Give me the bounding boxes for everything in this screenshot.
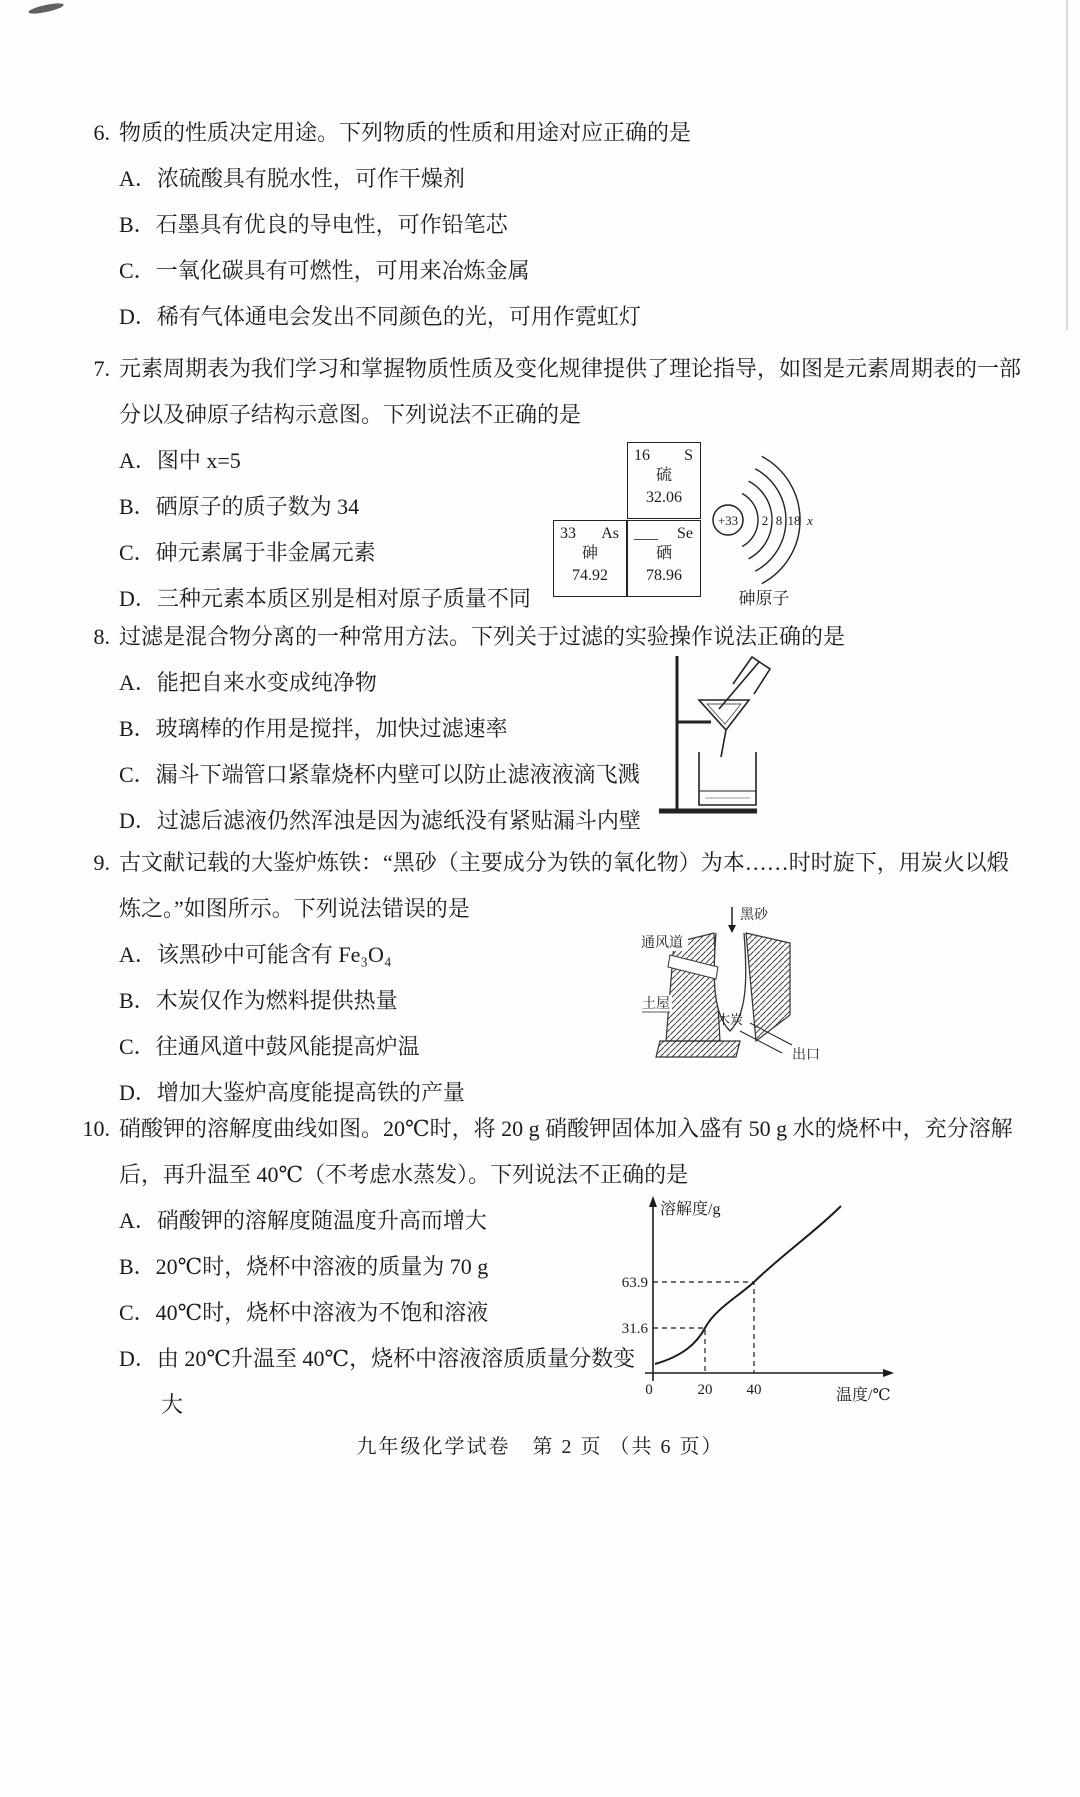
option-c: C．40℃时，烧杯中溶液为不饱和溶液 xyxy=(119,1300,489,1325)
question-9 xyxy=(70,840,1028,1116)
element-name: 硫 xyxy=(655,467,672,484)
scan-artifact xyxy=(28,1,65,15)
electron-shells xyxy=(742,456,813,583)
element-symbol: As xyxy=(601,525,619,542)
x-axis-label: 温度/℃ xyxy=(836,1387,891,1404)
funnel xyxy=(699,700,749,757)
option-b: B．石墨具有优良的导电性，可作铅笔芯 xyxy=(119,212,508,237)
option-d: D．稀有气体通电会发出不同颜色的光，可用作霓虹灯 xyxy=(119,304,641,329)
glass-rod xyxy=(719,662,759,709)
atomic-mass: 74.92 xyxy=(572,567,608,584)
outlet-label: 出口 xyxy=(792,1048,820,1063)
svg-text:+33: +33 xyxy=(717,513,739,528)
element-symbol: Se xyxy=(677,525,693,542)
option-d: D．过滤后滤液仍然浑浊是因为滤纸没有紧贴漏斗内壁 xyxy=(119,808,641,833)
y-tick-31-6: 31.6 xyxy=(621,1321,648,1337)
x-tick-40: 40 xyxy=(746,1382,762,1398)
atomic-mass: 32.06 xyxy=(646,489,682,506)
atomic-mass: 78.96 xyxy=(646,567,682,584)
feed-label: 黑砂 xyxy=(740,908,768,923)
element-name: 硒 xyxy=(655,545,672,562)
option-d: D．三种元素本质区别是相对原子质量不同 xyxy=(119,586,531,611)
option-b: B．硒原子的质子数为 34 xyxy=(119,494,360,519)
filtration-apparatus-figure xyxy=(655,650,777,820)
pouring-beaker xyxy=(719,657,770,709)
question-number: 6. xyxy=(93,120,110,145)
periodic-table-figure xyxy=(553,442,703,598)
element-symbol: S xyxy=(684,447,693,464)
option-c: C．砷元素属于非金属元素 xyxy=(119,540,376,565)
earth-wall-label: 土屋 xyxy=(642,997,670,1012)
option-d: D．增加大鉴炉高度能提高铁的产量 xyxy=(119,1080,465,1105)
question-7 xyxy=(70,346,1028,622)
question-stem: 硝酸钾的溶解度曲线如图。20℃时，将 20 g 硝酸钾固体加入盛有 50 g 水的烧杯中，充分溶解后，再升温至 40℃（不考虑水蒸发）。下列说法不正确的是 xyxy=(119,1116,1013,1187)
shell-electron-count: 18 xyxy=(787,513,801,528)
option-c: C．往通风道中鼓风能提高炉温 xyxy=(119,1034,420,1059)
shell-electron-count: 2 xyxy=(761,513,769,528)
option-a: A．图中 x=5 xyxy=(119,448,241,473)
question-number: 9. xyxy=(93,850,110,875)
option-b: B．玻璃棒的作用是搅拌，加快过滤速率 xyxy=(119,716,508,741)
option-a: A．浓硫酸具有脱水性，可作干燥剂 xyxy=(119,166,465,191)
option-d: D．由 20℃升温至 40℃，烧杯中溶液溶质质量分数变大 xyxy=(119,1346,636,1417)
question-stem: 过滤是混合物分离的一种常用方法。下列关于过滤的实验操作说法正确的是 xyxy=(119,624,846,649)
question-stem: 古文献记载的大鉴炉炼铁：“黑砂（主要成分为铁的氧化物）为本……时时旋下，用炭火以煅炼之。”如图所示。下列说法错误的是 xyxy=(119,850,1009,921)
question-number: 8. xyxy=(93,624,110,649)
element-name: 砷 xyxy=(581,545,598,562)
option-c: C．漏斗下端管口紧靠烧杯内壁可以防止滤液液滴飞溅 xyxy=(119,762,640,787)
y-tick-63-9: 63.9 xyxy=(621,1275,648,1291)
feed-arrow xyxy=(728,906,769,933)
outlet-channel xyxy=(740,1023,820,1063)
shell-electron-count-x: x xyxy=(807,513,813,528)
receiving-beaker xyxy=(699,752,756,805)
question-stem: 物质的性质决定用途。下列物质的性质和用途对应正确的是 xyxy=(119,120,692,145)
arsenic-atom-diagram xyxy=(700,448,852,610)
question-6 xyxy=(70,110,1028,340)
page-footer: 九年级化学试卷 第 2 页 （共 6 页） xyxy=(356,1436,724,1458)
atomic-number: 33 xyxy=(560,525,576,542)
solubility-chart xyxy=(603,1188,903,1413)
element-cell-sulfur xyxy=(627,442,701,519)
x-tick-20: 20 xyxy=(697,1382,713,1398)
atom-nucleus xyxy=(713,505,743,535)
ring-stand xyxy=(659,656,757,811)
earth-wall xyxy=(640,995,672,1012)
option-c: C．一氧化碳具有可燃性，可用来冶炼金属 xyxy=(119,258,530,283)
question-number: 10. xyxy=(82,1116,110,1141)
charcoal-label: 木炭 xyxy=(716,1012,744,1027)
furnace-interior xyxy=(714,933,746,1031)
y-axis-label: 溶解度/g xyxy=(660,1201,721,1218)
option-b: B．木炭仅作为燃料提供热量 xyxy=(119,988,398,1013)
x-tick-0: 0 xyxy=(645,1382,653,1398)
element-cell-selenium xyxy=(627,520,701,597)
solubility-curve xyxy=(655,1206,841,1364)
option-b: B．20℃时，烧杯中溶液的质量为 70 g xyxy=(119,1254,489,1279)
question-stem: 元素周期表为我们学习和掌握物质性质及变化规律提供了理论指导，如图是元素周期表的一部分以及砷原子结构示意图。下列说法不正确的是 xyxy=(119,356,1022,427)
option-a: A．该黑砂中可能含有 Fe₃O₄ xyxy=(119,942,392,967)
question-number: 7. xyxy=(93,356,110,381)
atomic-number: 16 xyxy=(634,447,650,464)
shell-electron-count: 8 xyxy=(775,513,783,528)
option-a: A．硝酸钾的溶解度随温度升高而增大 xyxy=(119,1208,487,1233)
scan-edge-artifact xyxy=(1066,0,1068,330)
atomic-number-blank: ___ xyxy=(634,525,658,542)
vent-label: 通风道 xyxy=(641,936,683,951)
atom-caption: 砷原子 xyxy=(738,589,790,608)
question-8 xyxy=(70,614,1028,844)
element-cell-arsenic xyxy=(553,520,627,597)
option-a: A．能把自来水变成纯净物 xyxy=(119,670,377,695)
furnace-figure xyxy=(640,903,822,1073)
